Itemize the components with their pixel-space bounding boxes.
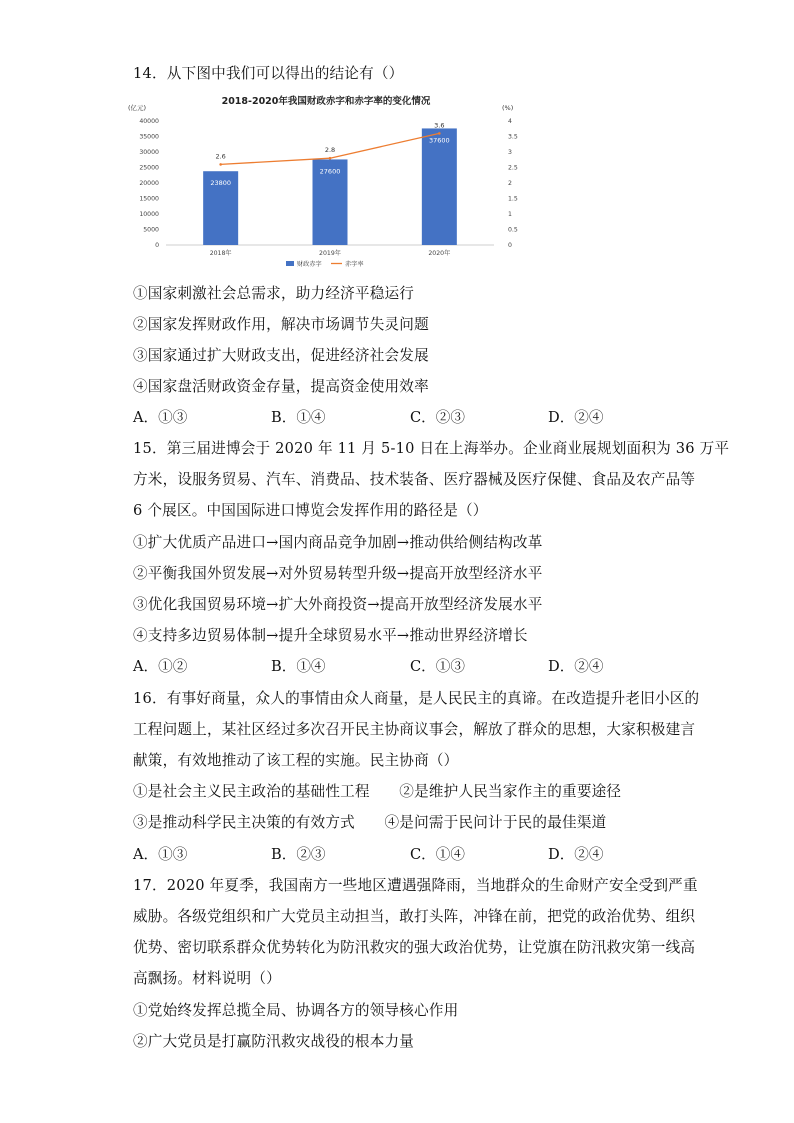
q14-option-d[interactable]: D．②④: [548, 409, 604, 426]
q15-stem-line-2: 方米，设服务贸易、汽车、消费品、技术装备、医疗器械及医疗保健、食品及农产品等: [133, 471, 696, 488]
q14-stem: 14．从下图中我们可以得出的结论有（）: [133, 65, 404, 82]
rate-value-label: 3.6: [434, 121, 445, 130]
q16-option-b[interactable]: B．②③: [271, 846, 326, 863]
legend-label-deficit-rate: 赤字率: [345, 261, 364, 268]
point-deficit-rate: [329, 157, 332, 160]
q17-stem-line-2: 威胁。各级党组织和广大党员主动担当，敢打头阵，冲锋在前，把党的政治优势、组织: [133, 908, 696, 925]
chart-title: 2018-2020年我国财政赤字和赤字率的变化情况: [221, 96, 431, 107]
chart-marks: [139, 118, 518, 268]
y-right-unit: (%): [502, 104, 514, 112]
q15-option-c[interactable]: C．①③: [410, 658, 465, 675]
point-deficit-rate: [438, 132, 441, 135]
q14-item-1: ①国家刺激社会总需求，助力经济平稳运行: [133, 285, 415, 302]
y-right-tick-label: 3: [508, 149, 512, 157]
x-tick-label: 2020年: [428, 250, 451, 257]
y-left-tick-label: 30000: [139, 149, 159, 157]
q16-stem-line-2: 工程问题上，某社区经过多次召开民主协商议事会，解放了群众的思想，大家积极建言: [133, 721, 696, 738]
y-right-tick-label: 0.5: [508, 226, 518, 234]
q16-items-row-1: ①是社会主义民主政治的基础性工程 ②是维护人民当家作主的重要途径: [133, 783, 622, 800]
y-left-unit: (亿元): [128, 104, 147, 112]
q17-stem-line-1: 17．2020 年夏季，我国南方一些地区遭遇强降雨，当地群众的生命财产安全受到严重: [133, 877, 698, 894]
q14-option-c[interactable]: C．②③: [410, 409, 465, 426]
x-tick-label: 2018年: [209, 250, 232, 257]
y-left-tick-label: 5000: [143, 226, 159, 234]
q14-option-a[interactable]: A．①③: [133, 409, 188, 426]
legend-label-fiscal-deficit: 财政赤字: [297, 261, 322, 268]
y-left-tick-label: 35000: [139, 133, 159, 141]
q15-item-3: ③优化我国贸易环境→扩大外商投资→提高开放型经济发展水平: [133, 596, 543, 613]
q17-item-2: ②广大党员是打赢防汛救灾战役的根本力量: [133, 1033, 415, 1050]
y-left-tick-label: 0: [155, 242, 159, 250]
y-right-tick-label: 2.5: [508, 164, 518, 172]
y-right-tick-label: 1: [508, 211, 512, 219]
q14-option-b[interactable]: B．①④: [271, 409, 326, 426]
q14-item-4: ④国家盘活财政资金存量，提高资金使用效率: [133, 378, 429, 395]
bar-fiscal-deficit: [422, 128, 457, 245]
q15-stem-line-3: 6 个展区。中国国际进口博览会发挥作用的路径是（）: [133, 502, 488, 519]
q16-items-row-2: ③是推动科学民主决策的有效方式 ④是问需于民问计于民的最佳渠道: [133, 814, 607, 831]
q15-item-4: ④支持多边贸易体制→提升全球贸易水平→推动世界经济增长: [133, 627, 528, 644]
rate-value-label: 2.8: [324, 146, 336, 155]
q16-option-a[interactable]: A．①③: [133, 846, 188, 863]
y-right-tick-label: 3.5: [508, 133, 518, 141]
y-left-tick-label: 25000: [139, 164, 159, 172]
q17-stem-line-4: 高飘扬。材料说明（）: [133, 970, 281, 987]
q15-option-b[interactable]: B．①④: [271, 658, 326, 675]
q16-stem-line-1: 16．有事好商量，众人的事情由众人商量，是人民民主的真谛。在改造提升老旧小区的: [133, 690, 700, 707]
q15-item-2: ②平衡我国外贸发展→对外贸易转型升级→提高开放型经济水平: [133, 565, 543, 582]
q16-option-d[interactable]: D．②④: [548, 846, 604, 863]
q16-option-c[interactable]: C．①④: [410, 846, 465, 863]
y-right-tick-label: 0: [508, 242, 512, 250]
q14-item-3: ③国家通过扩大财政支出，促进经济社会发展: [133, 347, 429, 364]
y-left-tick-label: 40000: [139, 118, 159, 126]
q15-option-d[interactable]: D．②④: [548, 658, 604, 675]
q17-stem-line-3: 优势、密切联系群众优势转化为防汛救灾的强大政治优势，让党旗在防汛救灾第一线高: [133, 939, 696, 956]
q15-item-1: ①扩大优质产品进口→国内商品竞争加剧→推动供给侧结构改革: [133, 534, 543, 551]
legend-swatch-fiscal-deficit: [286, 261, 294, 266]
y-right-tick-label: 1.5: [508, 195, 518, 203]
bar-value-label: 27600: [319, 167, 341, 176]
q14-item-2: ②国家发挥财政作用，解决市场调节失灵问题: [133, 316, 429, 333]
y-left-tick-label: 10000: [139, 211, 159, 219]
y-right-tick-label: 4: [508, 118, 512, 126]
y-right-tick-label: 2: [508, 180, 512, 188]
q16-stem-line-3: 献策，有效地推动了该工程的实施。民主协商（）: [133, 752, 459, 769]
q17-item-1: ①党始终发挥总揽全局、协调各方的领导核心作用: [133, 1002, 459, 1019]
x-tick-label: 2019年: [319, 250, 341, 257]
rate-value-label: 2.6: [215, 152, 226, 161]
q15-stem-line-1: 15．第三届进博会于 2020 年 11 月 5-10 日在上海举办。企业商业展规划面积为 36 万平: [133, 440, 730, 457]
q15-option-a[interactable]: A．①②: [133, 658, 188, 675]
point-deficit-rate: [219, 163, 222, 166]
y-left-tick-label: 20000: [139, 180, 159, 188]
deficit-chart: [126, 92, 526, 272]
bar-value-label: 37600: [428, 136, 450, 145]
y-left-tick-label: 15000: [139, 195, 159, 203]
bar-value-label: 23800: [210, 179, 232, 188]
